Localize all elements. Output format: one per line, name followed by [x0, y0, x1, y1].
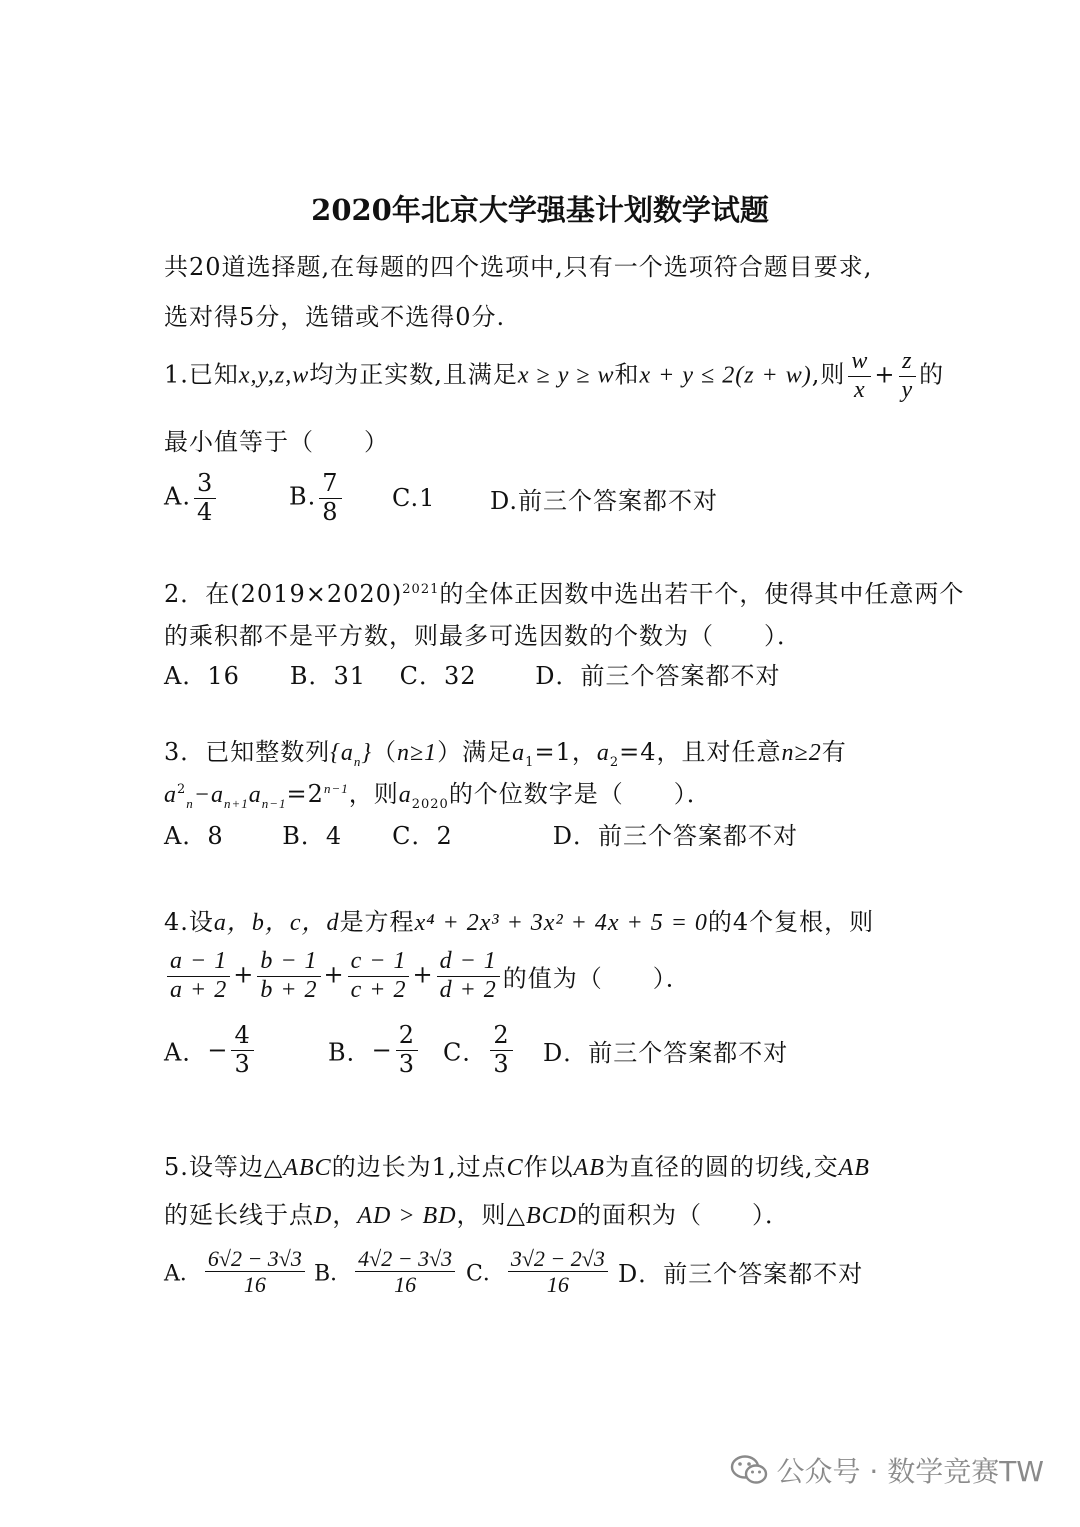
option-d: D.前三个答案都不对: [490, 486, 719, 515]
option-c: C.1: [392, 484, 436, 513]
plus-sign: +: [874, 360, 896, 389]
intro-line-1: 共20道选择题,在每题的四个选项中,只有一个选项符合题目要求,: [164, 253, 873, 281]
q4-equation: x⁴ + 2x³ + 3x² + 4x + 5 = 0: [414, 910, 708, 936]
q1-fraction-2: $\frac{z}{y}$: [899, 348, 917, 404]
question-5-line-2: 的延长线于点D，AD > BD，则△BCD的面积为（ ）．: [164, 1201, 790, 1229]
option-label: A.: [164, 482, 191, 511]
option-b-fraction: $\frac{4√2 - 3√3}{16}$: [355, 1246, 455, 1298]
q2-exponent: 2021: [402, 582, 440, 597]
question-3-stem: 3．已知整数列$\{a_n\}(n\ge 1)$满足$a_1=1$，$a_2=4$，且对任意n≥2有: [164, 738, 847, 770]
q1-text: 和: [614, 360, 640, 389]
option-d: D．前三个答案都不对: [543, 1038, 789, 1067]
question-2-line-2: 的乘积都不是平方数，则最多可选因数的个数为（ ）．: [164, 622, 802, 650]
option-a-fraction: $\frac{6√2 - 3√3}{16}$: [205, 1246, 305, 1298]
q1-cond2: x + y ≤ 2(z + w): [639, 362, 812, 389]
question-3-line-2: $a^2_n-a_{n+1}a_{n-1}=2^{n-1}$，则$a_{2020}$的个位数字是（ ）．: [164, 780, 712, 812]
question-1-stem: [164, 348, 944, 404]
wechat-icon: [729, 1454, 769, 1486]
question-4-line-2: $\frac{a - 1}{a + 2}$ + $\frac{b - 1}{b + 2}$ + $\frac{c - 1}{c + 2}$ + $\frac{d - 1}{d + 2}$ 的值为（ ）．: [164, 948, 691, 1004]
watermark-text: 公众号 · 数学竞赛TW: [776, 1455, 1044, 1488]
plus-sign: +: [233, 960, 255, 989]
q1-fraction-1: $\frac{w}{x}$: [848, 348, 871, 404]
option-b-fraction: $\frac{7}{8}$: [319, 470, 341, 526]
plus-sign: +: [412, 960, 434, 989]
plus-sign: +: [323, 960, 345, 989]
q1-vars: x,y,z,w: [238, 362, 310, 389]
question-4-options: A．− $\frac{4}{3}$ B．− $\frac{2}{3}$ C． $\frac{2}{3}$ D．前三个答案都不对: [164, 1021, 789, 1078]
question-1-line-2: 最小值等于（ ）: [164, 428, 389, 456]
question-2-stem: 2．在$(2019\times 2020)^{2021}$的全体正因数中选出若干个，使得其中任意两个: [164, 580, 965, 608]
option-c-fraction: $\frac{2}{3}$: [490, 1022, 512, 1078]
question-5-options: A． $\frac{6√2 - 3√3}{16}$ B． $\frac{4√2 - 3√3}{16}$ C． $\frac{3√2 - 2√3}{16}$ D．前三个答案都不对: [164, 1246, 864, 1298]
option-label: B.: [289, 482, 317, 511]
intro-line-2: 选对得5分，选错或不选得0分.: [164, 303, 506, 331]
page-title: 2020年北京大学强基计划数学试题: [311, 193, 769, 227]
q4-fraction-d: $\frac{d - 1}{d + 2}$: [437, 948, 500, 1004]
option-a-fraction: $\frac{4}{3}$: [231, 1022, 253, 1078]
watermark: [729, 1450, 1045, 1490]
q4-fraction-a: $\frac{a - 1}{a + 2}$: [167, 948, 230, 1004]
q1-text: 均为正实数,且满足: [309, 360, 518, 389]
q1-text: ,则: [811, 360, 846, 389]
question-1-options: [164, 470, 718, 526]
option-b-fraction: $\frac{2}{3}$: [396, 1022, 418, 1078]
question-3-options: A．8 B．4 C．2 D．前三个答案都不对: [164, 822, 799, 850]
option-c-fraction: $\frac{3√2 - 2√3}{16}$: [508, 1246, 608, 1298]
q2-base: (2019×2020): [230, 580, 403, 608]
q4-fraction-c: $\frac{c - 1}{c + 2}$: [348, 948, 410, 1004]
q4-fraction-b: $\frac{b - 1}{b + 2}$: [257, 948, 320, 1004]
q1-text: 1.已知: [164, 360, 239, 389]
q1-cond1: x ≥ y ≥ w: [517, 362, 615, 389]
question-5-stem: 5.设等边△ABC的边长为1,过点C作以AB为直径的圆的切线,交AB: [164, 1153, 870, 1181]
question-2-options: A．16 B．31 C．32 D．前三个答案都不对: [164, 662, 781, 690]
q1-text: 的: [919, 360, 945, 389]
option-a-fraction: $\frac{3}{4}$: [194, 470, 216, 526]
option-d: D．前三个答案都不对: [618, 1260, 864, 1289]
question-4-stem: 4.设a，b，c，d是方程x⁴ + 2x³ + 3x² + 4x + 5 = 0的4个复根，则: [164, 908, 875, 936]
